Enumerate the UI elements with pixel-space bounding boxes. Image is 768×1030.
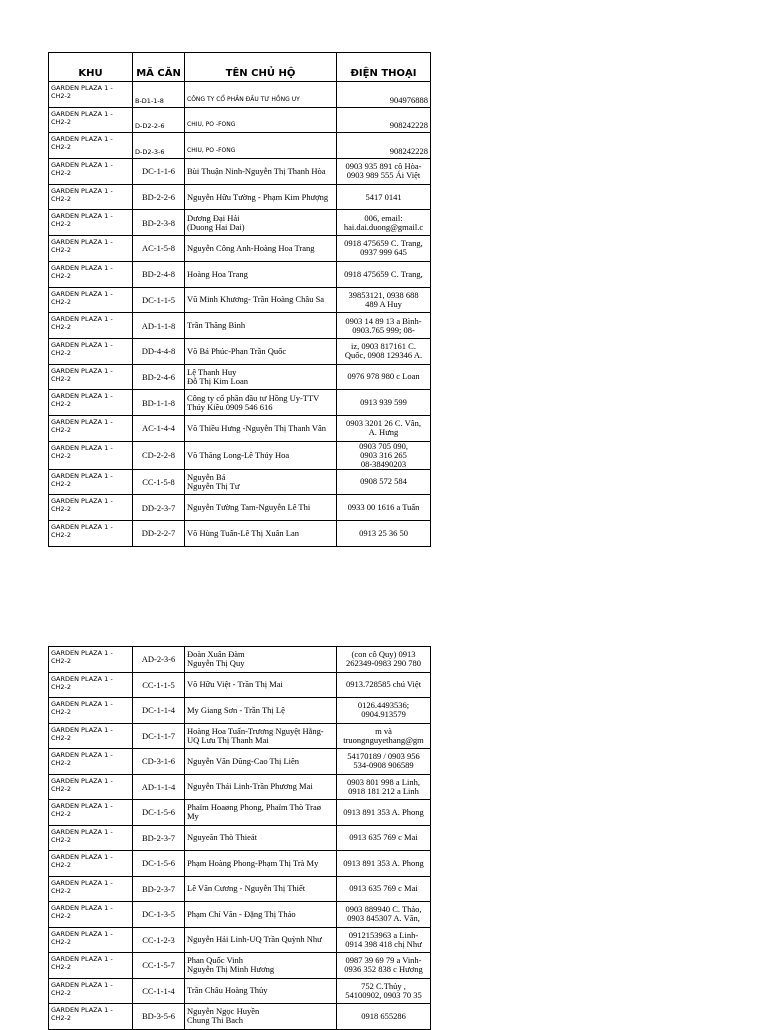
cell-ten-chu-ho: Võ Bá Phúc-Phan Trần Quốc	[185, 338, 337, 364]
table-row	[49, 313, 431, 339]
cell-ten-chu-ho: Võ Hùng Tuấn-Lê Thị Xuân Lan	[185, 521, 337, 547]
cell-dien-thoai: 0913 891 353 A. Phong	[337, 851, 431, 877]
cell-khu: GARDEN PLAZA 1 - CH2-2	[49, 236, 133, 262]
cell-khu: GARDEN PLAZA 1 - CH2-2	[49, 82, 133, 108]
cell-dien-thoai: 908242228	[337, 107, 431, 133]
cell-ten-chu-ho: Bùi Thuận Ninh-Nguyễn Thị Thanh Hòa	[185, 159, 337, 185]
cell-ten-chu-ho: Vũ Minh Khương- Trần Hoàng Châu Sa	[185, 287, 337, 313]
table-row	[49, 210, 431, 236]
cell-ma-can: AC-1-4-4	[133, 415, 185, 441]
cell-ten-chu-ho: Phạm Chí Văn - Đặng Thị Thảo	[185, 902, 337, 928]
cell-khu: GARDEN PLAZA 1 - CH2-2	[49, 800, 133, 826]
cell-dien-thoai: iz, 0903 817161 C. Quốc, 0908 129346 A.	[337, 338, 431, 364]
cell-ten-chu-ho: Nguyễn Tường Tam-Nguyễn Lê Thi	[185, 495, 337, 521]
cell-ten-chu-ho: Võ Thiều Hưng -Nguyễn Thị Thanh Vân	[185, 415, 337, 441]
table-row	[49, 415, 431, 441]
cell-khu: GARDEN PLAZA 1 - CH2-2	[49, 313, 133, 339]
cell-ma-can: D-D2-3-6	[133, 133, 185, 159]
cell-dien-thoai: 5417 0141	[337, 184, 431, 210]
cell-ten-chu-ho: Trần Thăng Bình	[185, 313, 337, 339]
cell-ten-chu-ho: Nguyễn Hải Linh-UQ Trần Quỳnh Như	[185, 927, 337, 953]
table-row	[49, 364, 431, 390]
cell-ten-chu-ho: CHIU, PO -FONG	[185, 133, 337, 159]
cell-ma-can: CC-1-2-3	[133, 927, 185, 953]
cell-ten-chu-ho: CÔNG TY CỔ PHẦN ĐẦU TƯ HỒNG UY	[185, 82, 337, 108]
cell-khu: GARDEN PLAZA 1 - CH2-2	[49, 1004, 133, 1030]
cell-dien-thoai: 0903 935 891 cô Hòa- 0903 989 555 Ái Việt	[337, 159, 431, 185]
table-row	[49, 953, 431, 979]
cell-ten-chu-ho: Phạm Hoàng Phong-Phạm Thị Trà My	[185, 851, 337, 877]
cell-ma-can: DC-1-1-4	[133, 698, 185, 724]
header-ma-can: MÃ CĂN	[133, 53, 185, 82]
cell-ma-can: BD-2-3-8	[133, 210, 185, 236]
cell-ten-chu-ho: Phaïm Hoaøng Phong, Phaïm Thò Traø My	[185, 800, 337, 826]
cell-dien-thoai: 39853121, 0938 688 489 A Huy	[337, 287, 431, 313]
cell-ten-chu-ho: My Giang Sơn - Trần Thị Lệ	[185, 698, 337, 724]
cell-ten-chu-ho: Nguyễn Bá Nguyễn Thị Tư	[185, 469, 337, 495]
cell-dien-thoai: 0913 939 599	[337, 390, 431, 416]
cell-ten-chu-ho: Lệ Thanh Huy Đỗ Thị Kim Loan	[185, 364, 337, 390]
cell-khu: GARDEN PLAZA 1 - CH2-2	[49, 723, 133, 749]
cell-ten-chu-ho: Dương Đại Hải (Duong Hai Dai)	[185, 210, 337, 236]
header-khu: KHU	[49, 53, 133, 82]
cell-khu: GARDEN PLAZA 1 - CH2-2	[49, 749, 133, 775]
table-row	[49, 107, 431, 133]
cell-ma-can: CD-3-1-6	[133, 749, 185, 775]
cell-dien-thoai: 904976888	[337, 82, 431, 108]
cell-khu: GARDEN PLAZA 1 - CH2-2	[49, 825, 133, 851]
header-row	[49, 53, 431, 82]
cell-dien-thoai: 0903 3201 26 C. Vân, A. Hưng	[337, 415, 431, 441]
cell-ma-can: BD-2-4-8	[133, 261, 185, 287]
cell-khu: GARDEN PLAZA 1 - CH2-2	[49, 774, 133, 800]
cell-ma-can: CC-1-1-4	[133, 978, 185, 1004]
cell-dien-thoai: 0913 635 769 c Mai	[337, 825, 431, 851]
cell-khu: GARDEN PLAZA 1 - CH2-2	[49, 184, 133, 210]
table-row	[49, 774, 431, 800]
cell-dien-thoai: 006, email: hai.dai.duong@gmail.c	[337, 210, 431, 236]
table-row	[49, 1004, 431, 1030]
cell-khu: GARDEN PLAZA 1 - CH2-2	[49, 415, 133, 441]
cell-ten-chu-ho: Trần Châu Hoàng Thủy	[185, 978, 337, 1004]
cell-ten-chu-ho: Lê Văn Cương - Nguyễn Thị Thiết	[185, 876, 337, 902]
table-row	[49, 876, 431, 902]
cell-ma-can: CC-1-5-8	[133, 469, 185, 495]
table-row	[49, 672, 431, 698]
cell-dien-thoai: 0913 25 36 50	[337, 521, 431, 547]
cell-ma-can: DD-4-4-8	[133, 338, 185, 364]
table-row	[49, 390, 431, 416]
cell-dien-thoai: (con cô Quy) 0913 262349-0983 290 780	[337, 647, 431, 673]
cell-ten-chu-ho: Nguyễn Văn Dũng-Cao Thị Liên	[185, 749, 337, 775]
cell-ma-can: D-D2-2-6	[133, 107, 185, 133]
cell-ma-can: CC-1-1-5	[133, 672, 185, 698]
cell-ten-chu-ho: Võ Hữu Việt - Trần Thị Mai	[185, 672, 337, 698]
cell-khu: GARDEN PLAZA 1 - CH2-2	[49, 210, 133, 236]
cell-ma-can: DC-1-5-6	[133, 800, 185, 826]
cell-dien-thoai: 0903 801 998 a Linh, 0918 181 212 a Linh	[337, 774, 431, 800]
cell-ma-can: BD-2-3-7	[133, 825, 185, 851]
cell-khu: GARDEN PLAZA 1 - CH2-2	[49, 441, 133, 469]
cell-ma-can: AC-1-5-8	[133, 236, 185, 262]
owner-table-2	[48, 646, 431, 1030]
cell-khu: GARDEN PLAZA 1 - CH2-2	[49, 698, 133, 724]
cell-ma-can: DD-2-2-7	[133, 521, 185, 547]
table-row	[49, 469, 431, 495]
owner-table-1	[48, 52, 431, 547]
cell-ma-can: BD-2-3-7	[133, 876, 185, 902]
cell-ma-can: B-D1-1-8	[133, 82, 185, 108]
cell-dien-thoai: 0913 635 769 c Mai	[337, 876, 431, 902]
cell-ma-can: AD-1-1-8	[133, 313, 185, 339]
table-row	[49, 159, 431, 185]
cell-ten-chu-ho: Nguyễn Hữu Tường - Phạm Kim Phượng	[185, 184, 337, 210]
cell-khu: GARDEN PLAZA 1 - CH2-2	[49, 133, 133, 159]
cell-ma-can: DC-1-1-7	[133, 723, 185, 749]
cell-khu: GARDEN PLAZA 1 - CH2-2	[49, 851, 133, 877]
cell-dien-thoai: 0913 891 353 A. Phong	[337, 800, 431, 826]
cell-ten-chu-ho: Nguyễn Thái Linh-Trần Phương Mai	[185, 774, 337, 800]
table-row	[49, 647, 431, 673]
table-row	[49, 698, 431, 724]
table-1-body	[49, 82, 431, 547]
table-row	[49, 441, 431, 469]
cell-khu: GARDEN PLAZA 1 - CH2-2	[49, 647, 133, 673]
cell-ma-can: BD-1-1-8	[133, 390, 185, 416]
table-row	[49, 495, 431, 521]
cell-dien-thoai: m và truongnguyethang@gm	[337, 723, 431, 749]
table-row	[49, 927, 431, 953]
table-row	[49, 82, 431, 108]
table-row	[49, 287, 431, 313]
cell-ma-can: CC-1-5-7	[133, 953, 185, 979]
table-row	[49, 184, 431, 210]
cell-ma-can: DD-2-3-7	[133, 495, 185, 521]
cell-ten-chu-ho: Phan Quốc Vinh Nguyễn Thị Minh Hương	[185, 953, 337, 979]
cell-dien-thoai: 0903 705 090, 0903 316 265 08-38490203	[337, 441, 431, 469]
cell-khu: GARDEN PLAZA 1 - CH2-2	[49, 159, 133, 185]
cell-ten-chu-ho: CHIU, PO -FONG	[185, 107, 337, 133]
cell-ma-can: AD-1-1-4	[133, 774, 185, 800]
header-ten-chu-ho: TÊN CHỦ HỘ	[185, 53, 337, 82]
cell-ma-can: BD-3-5-6	[133, 1004, 185, 1030]
cell-ma-can: DC-1-1-5	[133, 287, 185, 313]
cell-dien-thoai: 0908 572 584	[337, 469, 431, 495]
cell-dien-thoai: 0913.728585 chú Việt	[337, 672, 431, 698]
cell-khu: GARDEN PLAZA 1 - CH2-2	[49, 390, 133, 416]
cell-dien-thoai: 54170189 / 0903 956 534-0908 906589	[337, 749, 431, 775]
cell-khu: GARDEN PLAZA 1 - CH2-2	[49, 953, 133, 979]
cell-ten-chu-ho: Đoàn Xuân Đàm Nguyễn Thị Quy	[185, 647, 337, 673]
table-2-body	[49, 647, 431, 1030]
cell-khu: GARDEN PLAZA 1 - CH2-2	[49, 521, 133, 547]
cell-dien-thoai: 0903 889940 C. Thảo, 0903 845307 A. Văn,	[337, 902, 431, 928]
table-row	[49, 521, 431, 547]
cell-dien-thoai: 0912153963 a Linh- 0914 398 418 chị Như	[337, 927, 431, 953]
cell-ma-can: BD-2-2-6	[133, 184, 185, 210]
table-row	[49, 236, 431, 262]
cell-ten-chu-ho: Nguyeãn Thò Thieát	[185, 825, 337, 851]
cell-ten-chu-ho: Hoàng Hoa Trang	[185, 261, 337, 287]
cell-khu: GARDEN PLAZA 1 - CH2-2	[49, 287, 133, 313]
cell-ma-can: CD-2-2-8	[133, 441, 185, 469]
cell-ma-can: DC-1-5-6	[133, 851, 185, 877]
table-row	[49, 261, 431, 287]
cell-ma-can: AD-2-3-6	[133, 647, 185, 673]
table-row	[49, 749, 431, 775]
cell-ten-chu-ho: Nguyễn Công Anh-Hoàng Hoa Trang	[185, 236, 337, 262]
cell-dien-thoai: 0976 978 980 c Loan	[337, 364, 431, 390]
cell-ten-chu-ho: Hoàng Hoa Tuấn-Trương Nguyệt Hằng- UQ Lưu Thị Thanh Mai	[185, 723, 337, 749]
table-row	[49, 338, 431, 364]
cell-ten-chu-ho: Công ty cổ phần đầu tư Hồng Uy-TTV Thúy Kiều 0909 546 616	[185, 390, 337, 416]
table-row	[49, 825, 431, 851]
cell-ma-can: DC-1-1-6	[133, 159, 185, 185]
table-row	[49, 851, 431, 877]
cell-dien-thoai: 0126.4493536; 0904.913579	[337, 698, 431, 724]
cell-khu: GARDEN PLAZA 1 - CH2-2	[49, 261, 133, 287]
cell-khu: GARDEN PLAZA 1 - CH2-2	[49, 469, 133, 495]
cell-khu: GARDEN PLAZA 1 - CH2-2	[49, 338, 133, 364]
cell-dien-thoai: 0903 14 89 13 a Bình- 0903.765 999; 08-	[337, 313, 431, 339]
cell-dien-thoai: 752 C.Thủy , 54100902, 0903 70 35	[337, 978, 431, 1004]
cell-ten-chu-ho: Nguyễn Ngọc Huyền Chung Thi Bach	[185, 1004, 337, 1030]
cell-dien-thoai: 0918 475659 C. Trang,	[337, 261, 431, 287]
cell-dien-thoai: 0933 00 1616 a Tuấn	[337, 495, 431, 521]
cell-khu: GARDEN PLAZA 1 - CH2-2	[49, 107, 133, 133]
cell-ma-can: BD-2-4-6	[133, 364, 185, 390]
cell-ten-chu-ho: Võ Thăng Long-Lê Thúy Hoa	[185, 441, 337, 469]
cell-ma-can: DC-1-3-5	[133, 902, 185, 928]
cell-khu: GARDEN PLAZA 1 - CH2-2	[49, 927, 133, 953]
cell-dien-thoai: 908242228	[337, 133, 431, 159]
header-dien-thoai: ĐIỆN THOẠI	[337, 53, 431, 82]
cell-dien-thoai: 0918 655286	[337, 1004, 431, 1030]
cell-khu: GARDEN PLAZA 1 - CH2-2	[49, 902, 133, 928]
cell-dien-thoai: 0987 39 69 79 a Vinh- 0936 352 838 c Hương	[337, 953, 431, 979]
cell-khu: GARDEN PLAZA 1 - CH2-2	[49, 495, 133, 521]
cell-khu: GARDEN PLAZA 1 - CH2-2	[49, 978, 133, 1004]
table-row	[49, 133, 431, 159]
table-row	[49, 978, 431, 1004]
table-row	[49, 902, 431, 928]
cell-khu: GARDEN PLAZA 1 - CH2-2	[49, 672, 133, 698]
cell-khu: GARDEN PLAZA 1 - CH2-2	[49, 876, 133, 902]
table-row	[49, 723, 431, 749]
table-row	[49, 800, 431, 826]
cell-dien-thoai: 0918 475659 C. Trang, 0937 999 645	[337, 236, 431, 262]
cell-khu: GARDEN PLAZA 1 - CH2-2	[49, 364, 133, 390]
